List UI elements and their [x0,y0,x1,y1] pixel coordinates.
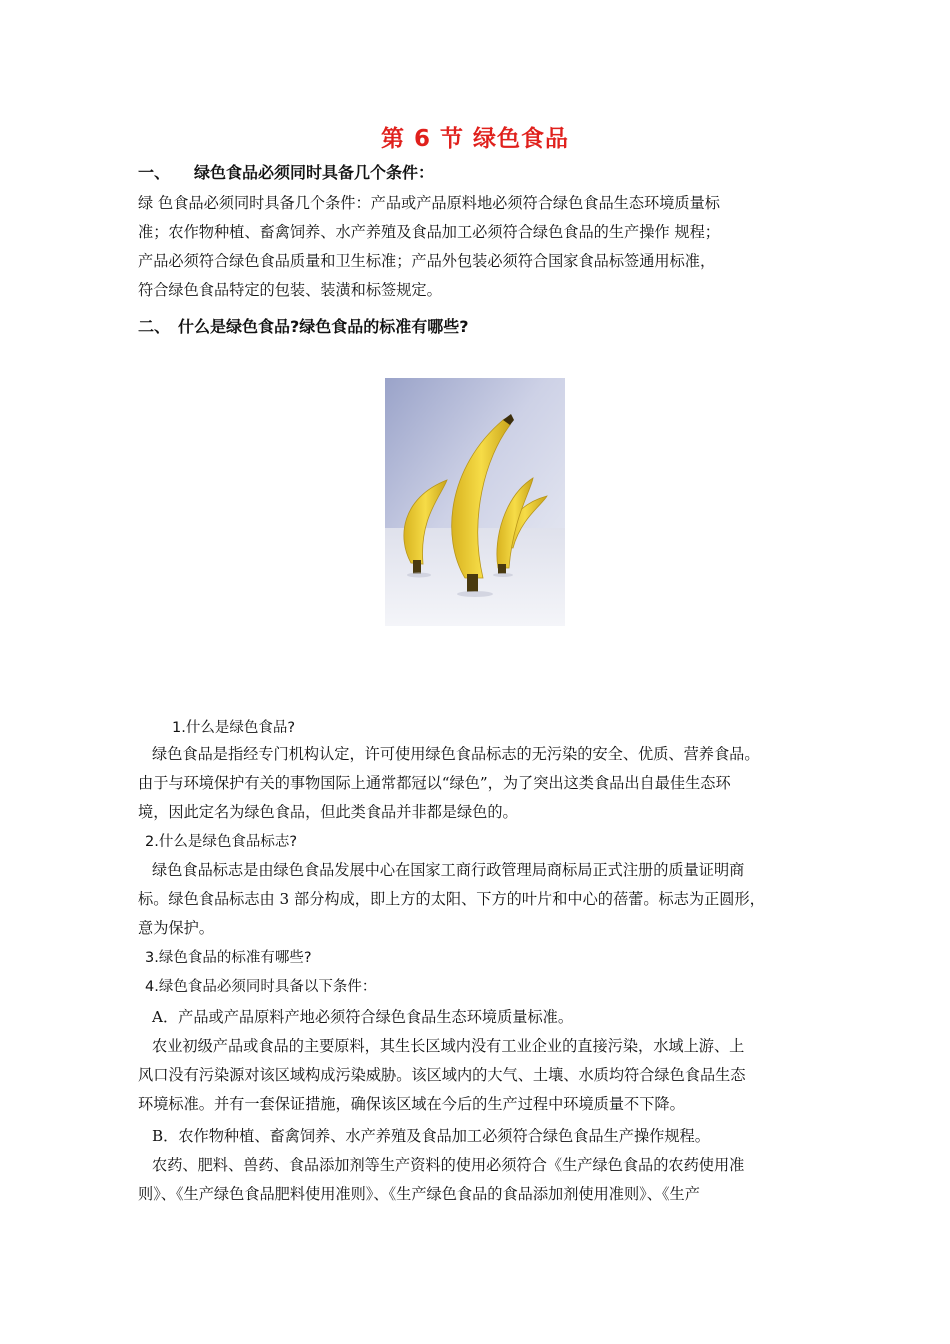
page-title: 第 6 节 绿色食品 [380,126,570,152]
paragraph-line: 风口没有污染源对该区域构成污染威胁。该区域内的大气、土壤、水质均符合绿色食品生态 [138,1066,746,1084]
item-a [138,1003,828,1119]
paragraph-line: 则》、《生产绿色食品肥料使用准则》、《生产绿色食品的食品添加剂使用准则》、《生产 [138,1185,700,1203]
paragraph-line: 由于与环境保护有关的事物国际上通常都冠以“绿色”，为了突出这类食品出自最佳生态环 [138,774,731,792]
q1-heading: 1.什么是绿色食品? [172,720,296,736]
q4-heading: 4.绿色食品必须同时具备以下条件： [145,979,377,995]
paragraph-line: 农业初级产品或食品的主要原料，其生长区域内没有工业企业的直接污染，水域上游、上 [152,1037,745,1055]
bananas-photo [385,378,565,626]
item-a-heading: A．产品或产品原料产地必须符合绿色食品生态环境质量标准。 [152,1008,574,1026]
paragraph-line: 意为保护。 [138,919,214,937]
paragraph-line: 农药、肥料、兽药、食品添加剂等生产资料的使用必须符合《生产绿色食品的农药使用准 [152,1156,745,1174]
paragraph-line: 符合绿色食品特定的包装、装潢和标签规定。 [138,281,442,299]
q2-paragraph [138,856,828,943]
section1-heading [138,160,434,183]
q1-paragraph [138,740,828,827]
section2-number: 二、 [138,317,171,336]
section2-heading [138,314,469,337]
paragraph-line: 准；农作物种植、畜禽饲养、水产养殖及食品加工必须符合绿色食品的生产操作 规程； [138,223,720,241]
section1-paragraph [138,189,818,305]
item-b [138,1122,828,1209]
q3-heading: 3.绿色食品的标准有哪些? [145,950,312,966]
paragraph-line: 产品必须符合绿色食品质量和卫生标准；产品外包装必须符合国家食品标签通用标准， [138,252,716,270]
section1-number: 一、 [138,163,171,182]
section2-heading-text: 什么是绿色食品?绿色食品的标准有哪些? [178,317,469,336]
paragraph-line: 境，因此定名为绿色食品，但此类食品并非都是绿色的。 [138,803,518,821]
paragraph-line: 绿色食品是指经专门机构认定，许可使用绿色食品标志的无污染的安全、优质、营养食品。 [152,745,760,763]
paragraph-line: 标。绿色食品标志由 3 部分构成，即上方的太阳、下方的叶片和中心的蓓蕾。标志为正圆形， [138,890,765,908]
q2-heading: 2.什么是绿色食品标志? [145,834,298,850]
paragraph-line: 环境标准。并有一套保证措施，确保该区域在今后的生产过程中环境质量不下降。 [138,1095,685,1113]
section1-heading-text: 绿色食品必须同时具备几个条件： [194,163,435,182]
bananas-illustration [385,378,565,626]
item-b-heading: B．农作物种植、畜禽饲养、水产养殖及食品加工必须符合绿色食品生产操作规程。 [152,1127,710,1145]
paragraph-line: 绿 色食品必须同时具备几个条件：产品或产品原料地必须符合绿色食品生态环境质量标 [138,194,720,212]
paragraph-line: 绿色食品标志是由绿色食品发展中心在国家工商行政管理局商标局正式注册的质量证明商 [152,861,745,879]
